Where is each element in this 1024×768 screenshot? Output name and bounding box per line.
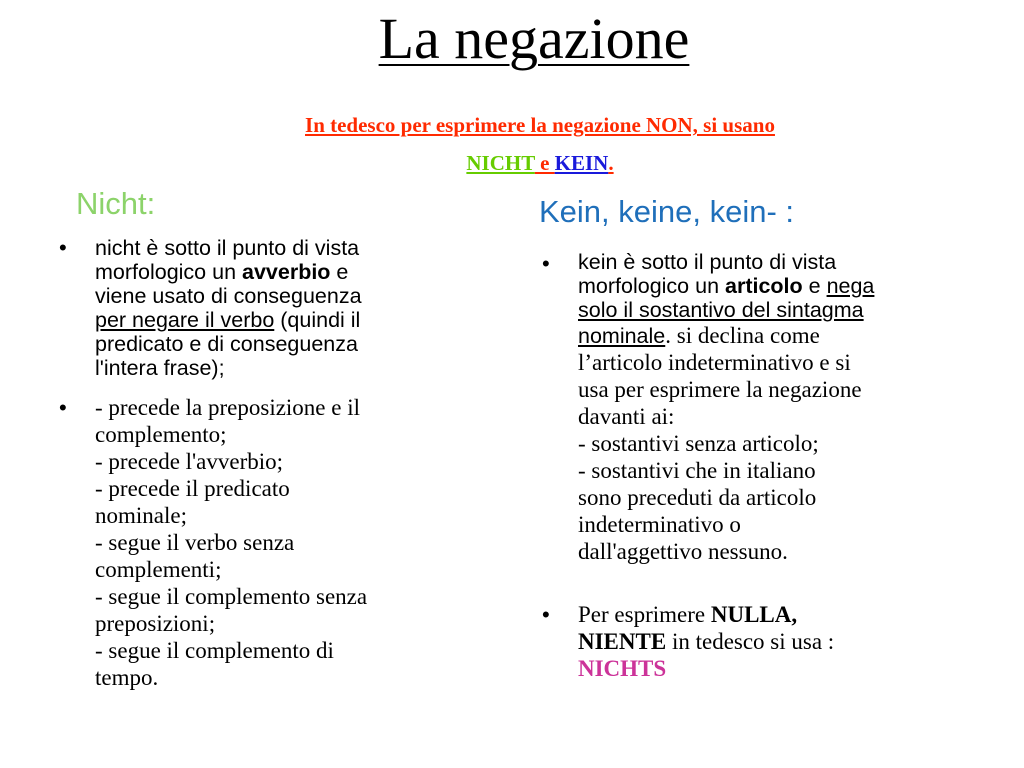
text-line: complemento; xyxy=(95,422,227,447)
text-line xyxy=(578,601,980,628)
kein-heading: Kein, keine, kein- : xyxy=(539,194,795,229)
text-line: l’articolo indeterminativo e si xyxy=(578,350,851,375)
kein-bullet-2 xyxy=(540,601,980,682)
text-line: - sostantivi che in italiano xyxy=(578,458,816,483)
text-line: viene usato di conseguenza xyxy=(95,284,362,308)
articolo-bold: articolo xyxy=(725,274,803,298)
nicht-bullet-list xyxy=(57,236,477,691)
kein-bullet-list xyxy=(540,250,980,682)
nominale-underlined: nominale xyxy=(578,324,666,348)
nicht-bullet-1 xyxy=(57,236,477,380)
text-run: . si declina come xyxy=(665,323,820,348)
text-line: usa per esprimere la negazione xyxy=(578,377,862,402)
page-title-text: La negazione xyxy=(378,6,690,71)
nulla-bold: NULLA, xyxy=(710,602,798,627)
text-line: - segue il verbo senza xyxy=(95,530,295,555)
text-line: indeterminativo o xyxy=(578,512,741,537)
text-line xyxy=(578,322,980,349)
subtitle-e: e xyxy=(534,151,555,175)
niente-bold: NIENTE xyxy=(578,629,667,654)
text-line: preposizioni; xyxy=(95,611,216,636)
text-line: solo il sostantivo del sintagma xyxy=(578,298,864,322)
subtitle-line-1-text: In tedesco per esprimere la negazione NON, si usano xyxy=(305,113,775,137)
text-line: • kein è sotto il punto di vista xyxy=(578,250,837,274)
text-line: - precede il predicato xyxy=(95,476,290,501)
text-run: (quindi il xyxy=(274,308,361,332)
text-run: Per esprimere xyxy=(578,602,711,627)
text-line: tempo. xyxy=(95,665,159,690)
text-run: e xyxy=(330,260,349,284)
kein-bullet-1 xyxy=(540,250,980,565)
subtitle-line-2 xyxy=(0,144,1024,182)
nicht-heading: Nicht: xyxy=(76,186,156,221)
text-line: complementi; xyxy=(95,557,222,582)
nega-underlined: nega xyxy=(826,274,875,298)
text-line xyxy=(578,628,980,655)
subtitle-nicht: NICHT xyxy=(466,151,535,175)
text-line: nominale; xyxy=(95,503,187,528)
page-title xyxy=(0,6,1024,72)
text-run: in tedesco si usa : xyxy=(666,629,835,654)
text-line: davanti ai: xyxy=(578,404,675,429)
nichts-highlight: NICHTS xyxy=(578,656,667,681)
text-line: - segue il complemento di xyxy=(95,638,334,663)
text-run: morfologico un xyxy=(95,260,242,284)
text-run: morfologico un xyxy=(578,274,725,298)
text-line: dall'aggettivo nessuno. xyxy=(578,539,788,564)
text-line: - precede l'avverbio; xyxy=(95,449,284,474)
text-line: predicato e di conseguenza xyxy=(95,332,358,356)
text-line xyxy=(578,274,980,298)
avverbio-bold: avverbio xyxy=(242,260,331,284)
text-line: - segue il complemento senza xyxy=(95,584,368,609)
subtitle-line-1 xyxy=(0,106,1024,144)
text-line: - sostantivi senza articolo; xyxy=(578,431,819,456)
text-line xyxy=(95,260,477,284)
text-line: • nicht è sotto il punto di vista xyxy=(95,236,360,260)
nicht-bullet-2 xyxy=(57,394,477,691)
text-line: l'intera frase); xyxy=(95,356,225,380)
text-line xyxy=(95,308,477,332)
text-run: e xyxy=(802,274,827,298)
subtitle-dot: . xyxy=(608,151,614,175)
negare-verbo-underlined: per negare il verbo xyxy=(95,308,275,332)
text-line: sono preceduti da articolo xyxy=(578,485,817,510)
subtitle-kein: KEIN xyxy=(554,151,609,175)
text-line: • - precede la preposizione e il xyxy=(95,395,361,420)
